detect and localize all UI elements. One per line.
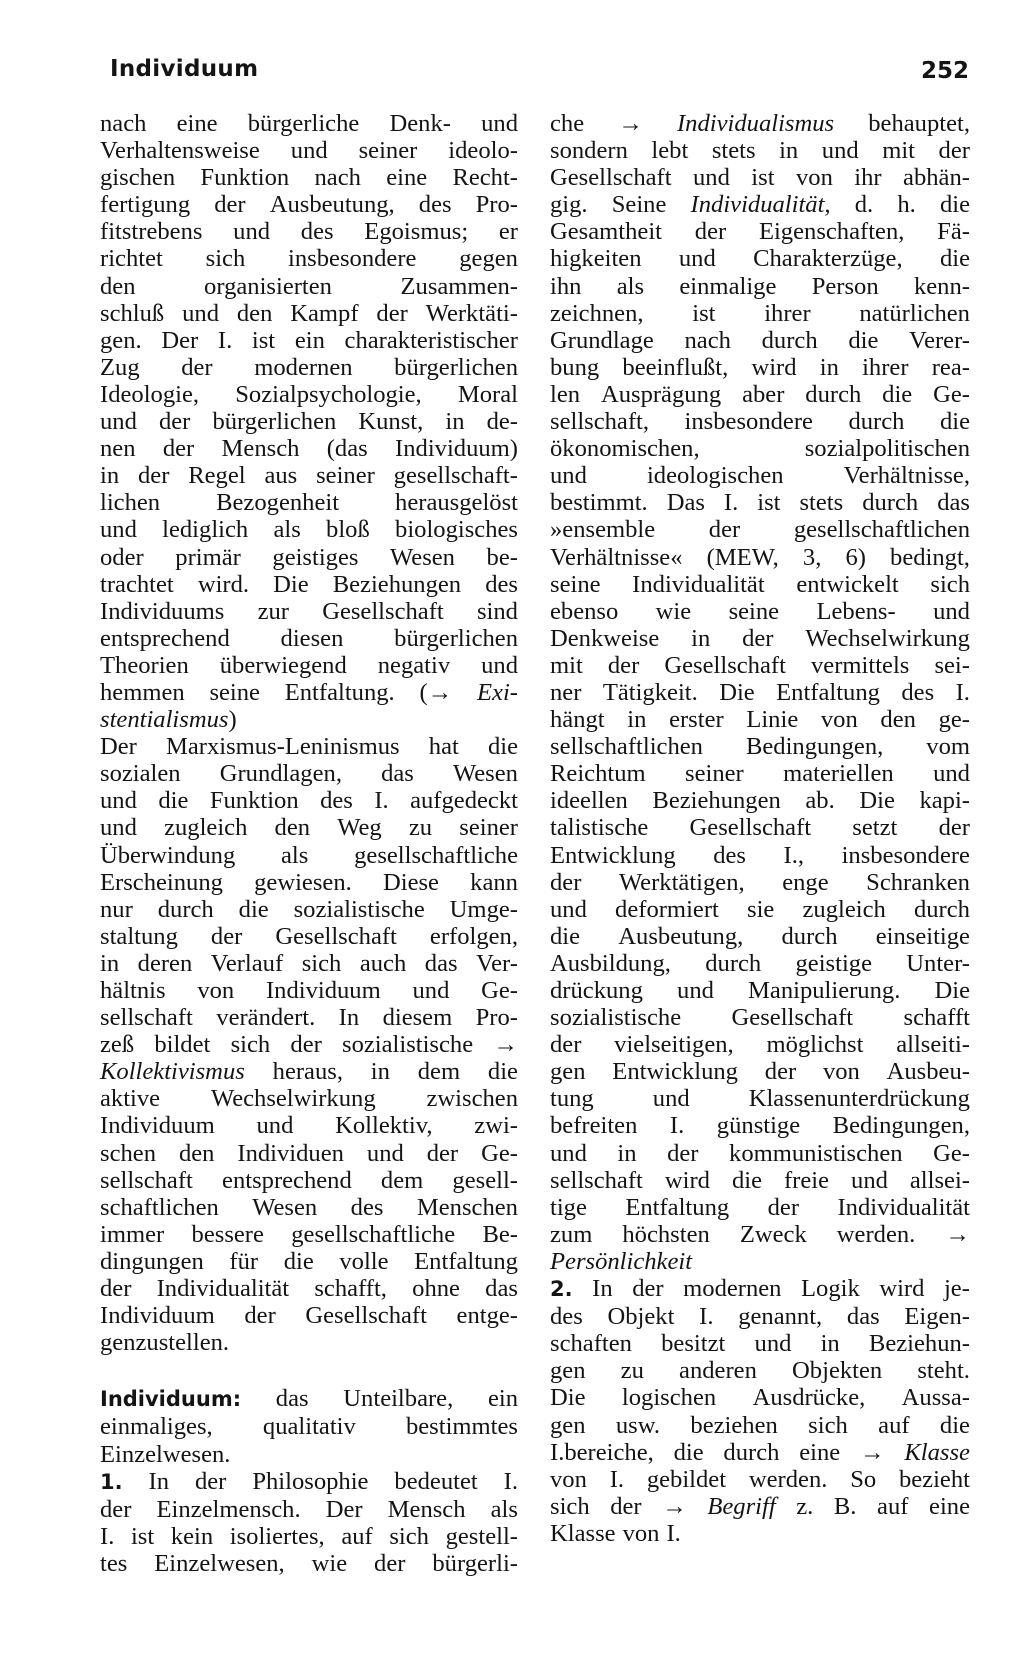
text-line: der Werktätigen, enge Schranken: [550, 868, 970, 896]
text-line: trachtet wird. Die Beziehungen des: [100, 570, 518, 598]
text-line: gen. Der I. ist ein charakteristischer: [100, 326, 518, 354]
text-line: Theorien überwiegend negativ und: [100, 651, 518, 679]
text-line: Einzelwesen.: [100, 1440, 231, 1468]
text-line: immer bessere gesellschaftliche Be-: [100, 1220, 518, 1248]
text-line: stentialismus): [100, 706, 237, 734]
text-line: schaftlichen Wesen des Menschen: [100, 1193, 518, 1221]
text-line: nen der Mensch (das Individuum): [100, 435, 518, 463]
text-line: Individuum: das Unteilbare, ein: [100, 1385, 518, 1413]
text-line: che → Individualismus behauptet,: [550, 110, 970, 137]
text-line: staltung der Gesellschaft erfolgen,: [100, 922, 518, 950]
text-line: und der bürgerlichen Kunst, in de-: [100, 408, 518, 436]
text-line: sellschaft, insbesondere durch die: [550, 408, 970, 436]
text-line: Individuum und Kollektiv, zwi-: [100, 1112, 518, 1140]
text-line: tige Entfaltung der Individualität: [550, 1193, 970, 1221]
text-line: Kollektivismus heraus, in dem die: [100, 1058, 518, 1086]
text-line: dingungen für die volle Entfaltung: [100, 1247, 518, 1275]
text-line: zeichnen, ist ihrer natürlichen: [550, 299, 970, 327]
text-line: seine Individualität entwickelt sich: [550, 570, 970, 598]
text-line: schaften besitzt und in Beziehun-: [550, 1330, 970, 1358]
text-line: Erscheinung gewiesen. Diese kann: [100, 868, 518, 896]
text-line: den organisierten Zusammen-: [100, 272, 518, 300]
text-line: Reichtum seiner materiellen und: [550, 760, 970, 788]
text-line: der vielseitigen, möglichst allseiti-: [550, 1031, 970, 1059]
text-line: nur durch die sozialistische Umge-: [100, 895, 518, 923]
text-line: sellschaft wird die freie und allsei-: [550, 1166, 970, 1194]
text-line: ihn als einmalige Person kenn-: [550, 272, 970, 300]
text-line: lichen Bezogenheit herausgelöst: [100, 489, 518, 517]
text-line: bestimmt. Das I. ist stets durch das: [550, 489, 970, 517]
text-line: Der Marxismus-Leninismus hat die: [100, 733, 518, 761]
text-line: hemmen seine Entfaltung. (→ Exi-: [100, 678, 518, 706]
text-line: Ausbildung, durch geistige Unter-: [550, 949, 970, 977]
text-line: sondern lebt stets in und mit der: [550, 137, 970, 165]
text-line: hängt in erster Linie von den ge-: [550, 706, 970, 734]
text-line: und zugleich den Weg zu seiner: [100, 814, 518, 842]
text-line: und die Funktion des I. aufgedeckt: [100, 787, 518, 815]
right-column: [550, 110, 970, 1547]
text-line: des Objekt I. genannt, das Eigen-: [550, 1303, 970, 1331]
text-line: Überwindung als gesellschaftliche: [100, 841, 518, 869]
page-header: [110, 56, 969, 92]
text-line: len Ausprägung aber durch die Ge-: [550, 380, 970, 408]
text-line: Verhältnisse« (MEW, 3, 6) bedingt,: [550, 543, 970, 571]
running-head: Individuum: [110, 56, 259, 82]
text-line: Denkweise in der Wechselwirkung: [550, 624, 970, 652]
text-line: die Ausbeutung, durch einseitige: [550, 922, 970, 950]
text-line: »ensemble der gesellschaftlichen: [550, 516, 970, 544]
text-line: Individuums zur Gesellschaft sind: [100, 597, 518, 625]
text-line: sozialistische Gesellschaft schafft: [550, 1004, 970, 1032]
text-line: Grundlage nach durch die Verer-: [550, 326, 970, 354]
text-line: und lediglich als bloß biologisches: [100, 516, 518, 544]
text-line: tung und Klassenunterdrückung: [550, 1085, 970, 1113]
left-column: [100, 110, 518, 1577]
text-line: hältnis von Individuum und Ge-: [100, 977, 518, 1004]
text-line: Verhaltensweise und seiner ideolo-: [100, 137, 518, 165]
text-line: oder primär geistiges Wesen be-: [100, 543, 518, 571]
text-line: befreiten I. günstige Bedingungen,: [550, 1112, 970, 1140]
text-line: in deren Verlauf sich auch das Ver-: [100, 949, 518, 977]
text-line: zeß bildet sich der sozialistische →: [100, 1031, 518, 1059]
text-line: Gesamtheit der Eigenschaften, Fä-: [550, 218, 970, 246]
text-line: und ideologischen Verhältnisse,: [550, 462, 970, 490]
text-line: sozialen Grundlagen, das Wesen: [100, 760, 518, 788]
text-line: talistische Gesellschaft setzt der: [550, 814, 970, 842]
text-line: gischen Funktion nach eine Recht-: [100, 164, 518, 192]
text-line: sellschaft entsprechend dem gesell-: [100, 1166, 518, 1194]
text-line: mit der Gesellschaft vermittels sei-: [550, 651, 970, 679]
text-line: higkeiten und Charakterzüge, die: [550, 245, 970, 273]
text-line: richtet sich insbesondere gegen: [100, 245, 518, 273]
text-line: Entwicklung des I., insbesondere: [550, 841, 970, 869]
text-line: der Individualität schafft, ohne das: [100, 1275, 518, 1303]
text-line: Gesellschaft und ist von ihr abhän-: [550, 164, 970, 192]
text-line: sich der → Begriff z. B. auf eine: [550, 1492, 970, 1520]
text-line: I.bereiche, die durch eine → Klasse: [550, 1438, 970, 1466]
text-line: zum höchsten Zweck werden. →: [550, 1220, 970, 1248]
text-line: nach eine bürgerliche Denk- und: [100, 110, 518, 137]
text-line: Persönlichkeit: [550, 1247, 693, 1275]
text-line: fertigung der Ausbeutung, des Pro-: [100, 191, 518, 219]
page-number: 252: [920, 58, 969, 84]
text-line: Individuum der Gesellschaft entge-: [100, 1302, 518, 1330]
text-line: 2. In der modernen Logik wird je-: [550, 1275, 970, 1303]
text-line: Klasse von I.: [550, 1519, 681, 1547]
text-line: der Einzelmensch. Der Mensch als: [100, 1495, 518, 1523]
text-line: ner Tätigkeit. Die Entfaltung des I.: [550, 678, 970, 706]
text-line: in der Regel aus seiner gesellschaft-: [100, 462, 518, 490]
text-line: und deformiert sie zugleich durch: [550, 895, 970, 923]
text-line: gen zu anderen Objekten steht.: [550, 1357, 970, 1385]
text-line: ökonomischen, sozialpolitischen: [550, 435, 970, 463]
text-line: I. ist kein isoliertes, auf sich gestell-: [100, 1522, 518, 1550]
text-line: aktive Wechselwirkung zwischen: [100, 1085, 518, 1113]
paragraph-gap: [100, 1356, 518, 1385]
text-line: schen den Individuen und der Ge-: [100, 1139, 518, 1167]
text-line: gig. Seine Individualität, d. h. die: [550, 191, 970, 219]
text-line: schluß und den Kampf der Werktäti-: [100, 299, 518, 327]
text-line: gen Entwicklung der von Ausbeu-: [550, 1058, 970, 1086]
text-line: Zug der modernen bürgerlichen: [100, 353, 518, 381]
text-line: fitstrebens und des Egoismus; er: [100, 218, 518, 246]
text-line: entsprechend diesen bürgerlichen: [100, 624, 518, 652]
text-line: gen usw. beziehen sich auf die: [550, 1411, 970, 1439]
text-line: tes Einzelwesen, wie der bürgerli-: [100, 1549, 518, 1577]
text-line: ebenso wie seine Lebens- und: [550, 597, 970, 625]
text-line: Die logischen Ausdrücke, Aussa-: [550, 1384, 970, 1412]
text-line: ideellen Beziehungen ab. Die kapi-: [550, 787, 970, 815]
text-line: und in der kommunistischen Ge-: [550, 1139, 970, 1167]
text-line: Ideologie, Sozialpsychologie, Moral: [100, 380, 518, 408]
text-line: sellschaft verändert. In diesem Pro-: [100, 1004, 518, 1032]
text-line: einmaliges, qualitativ bestimmtes: [100, 1413, 518, 1441]
text-line: von I. gebildet werden. So bezieht: [550, 1465, 970, 1493]
text-line: sellschaftlichen Bedingungen, vom: [550, 733, 970, 761]
text-line: 1. In der Philosophie bedeutet I.: [100, 1467, 518, 1495]
text-line: drückung und Manipulierung. Die: [550, 977, 970, 1004]
text-line: bung beeinflußt, wird in ihrer rea-: [550, 353, 970, 381]
text-line: genzustellen.: [100, 1329, 230, 1357]
